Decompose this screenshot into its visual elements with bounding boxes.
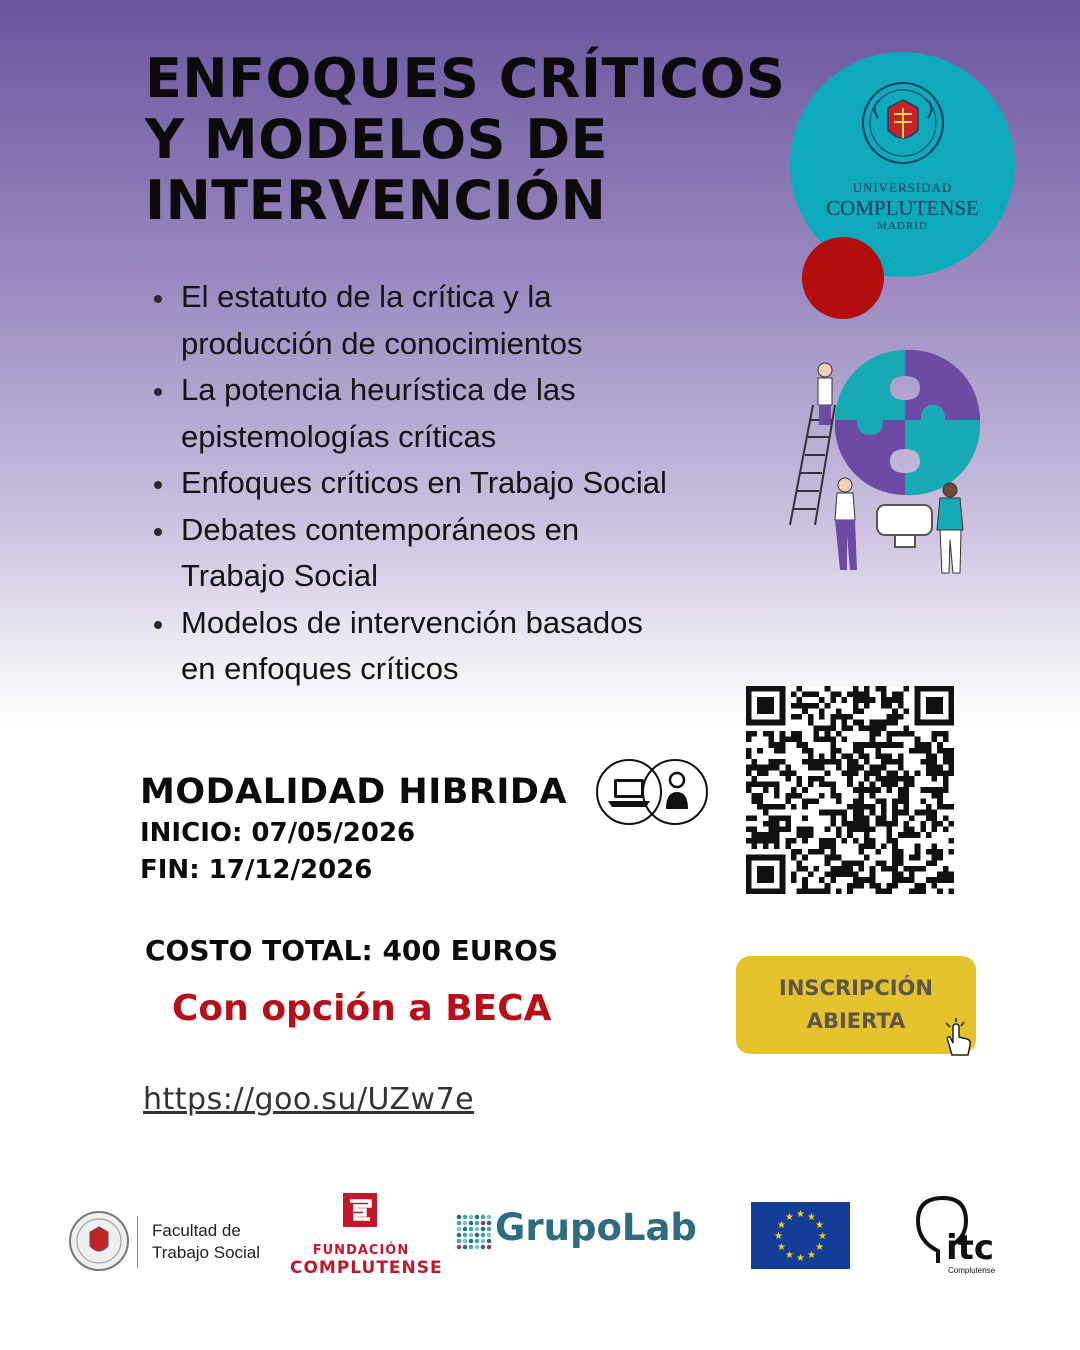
eu-star: ★ <box>785 1211 794 1223</box>
faculty-name: Facultad de Trabajo Social <box>152 1221 261 1262</box>
modality-label: MODALIDAD HIBRIDA <box>140 772 568 812</box>
decorative-red-circle <box>802 237 884 319</box>
eu-flag-icon <box>751 1202 850 1269</box>
start-date: INICIO: 07/05/2026 <box>140 818 416 848</box>
faculty-seal-icon <box>68 1210 130 1272</box>
eu-star: ★ <box>807 1211 816 1223</box>
topic-item: La potencia heurística de las epistemologías críticas <box>148 367 788 460</box>
scholarship-option: Con opción a BECA <box>172 988 552 1029</box>
grupolab-logo: GrupoLab <box>495 1206 697 1249</box>
itc-wordmark: itc <box>946 1228 995 1268</box>
eu-star: ★ <box>796 1253 805 1264</box>
title-line-2: Y MODELOS DE <box>145 108 609 171</box>
topics-list <box>148 274 788 693</box>
eu-star: ★ <box>796 1209 805 1220</box>
hybrid-modality-icons <box>594 757 710 827</box>
eu-star: ★ <box>785 1250 794 1262</box>
university-name: UNIVERSIDAD COMPLUTENSE MADRID <box>826 180 979 232</box>
eu-star: ★ <box>818 1231 827 1242</box>
title-line-3: INTERVENCIÓN <box>145 169 607 232</box>
puzzle-teamwork-illustration <box>785 345 995 580</box>
cta-line-2: ABIERTA <box>806 1009 906 1033</box>
eu-star: ★ <box>776 1242 786 1253</box>
eu-star: ★ <box>807 1250 816 1262</box>
topic-item: El estatuto de la crítica y la producción de conocimientos <box>148 274 788 367</box>
topic-item: Enfoques críticos en Trabajo Social <box>148 460 788 507</box>
itc-logo <box>908 1193 1008 1277</box>
grupolab-dots-icon <box>456 1214 492 1250</box>
eu-star: ★ <box>776 1220 786 1231</box>
fundacion-logo-icon <box>343 1193 377 1227</box>
pointer-hand-icon <box>936 1017 976 1057</box>
total-cost: COSTO TOTAL: 400 EUROS <box>145 934 559 967</box>
eu-star: ★ <box>815 1220 825 1231</box>
qr-code[interactable] <box>746 686 954 894</box>
page-title <box>145 48 785 231</box>
registration-link[interactable]: https://goo.su/UZw7e <box>143 1082 475 1117</box>
eu-star: ★ <box>815 1242 825 1253</box>
eu-star: ★ <box>774 1231 783 1242</box>
topic-item: Debates contemporáneos en Trabajo Social <box>148 507 788 600</box>
title-line-1: ENFOQUES CRÍTICOS <box>145 47 786 110</box>
fundacion-complutense-logo: FUNDACIÓN COMPLUTENSE <box>290 1243 443 1278</box>
topic-item: Modelos de intervención basados en enfoques críticos <box>148 600 788 693</box>
itc-subtitle: Complutense <box>948 1266 996 1275</box>
end-date: FIN: 17/12/2026 <box>140 855 373 885</box>
cta-line-1: INSCRIPCIÓN <box>779 976 933 1000</box>
footer-divider <box>137 1216 138 1268</box>
university-crest-icon <box>858 78 948 168</box>
